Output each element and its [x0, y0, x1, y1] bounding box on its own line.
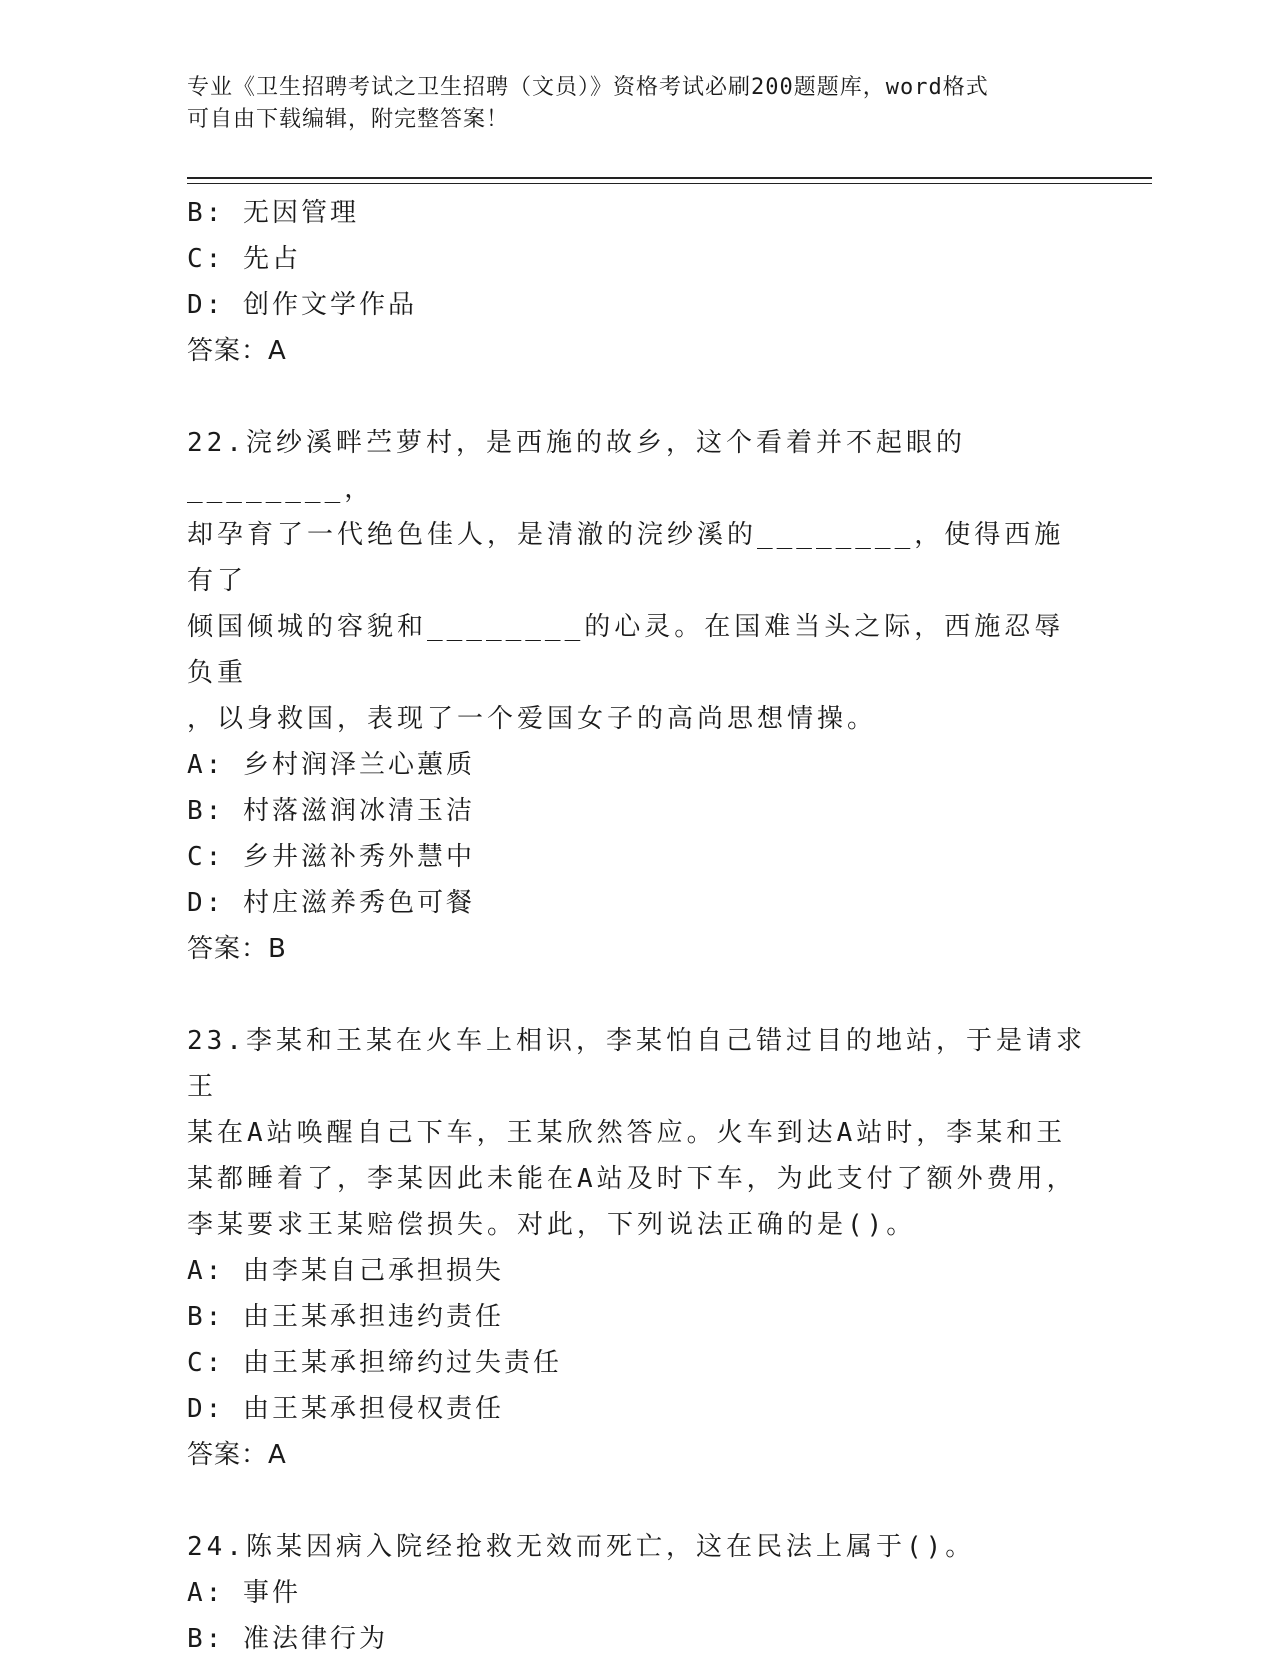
header-line-2: 可自由下载编辑，附完整答案！	[187, 107, 510, 132]
question-text-line: 某都睡着了，李某因此未能在A站及时下车，为此支付了额外费用，	[187, 1164, 1077, 1194]
question-text-line: 23.李某和王某在火车上相识，李某怕自己错过目的地站，于是请求王	[187, 1026, 1086, 1102]
question-text-line: 22.浣纱溪畔苎萝村，是西施的故乡，这个看着并不起眼的________，	[187, 428, 966, 504]
answer-line: 答案：B	[187, 934, 287, 964]
header-line-1: 专业《卫生招聘考试之卫生招聘（文员）》资格考试必刷200题题库，word格式	[187, 75, 989, 100]
option-c: C: 乡井滋补秀外慧中	[187, 842, 475, 872]
question-text-line: 24.陈某因病入院经抢救无效而死亡，这在民法上属于()。	[187, 1532, 976, 1562]
question-text-line: ，以身救国，表现了一个爱国女子的高尚思想情操。	[187, 704, 878, 734]
question-21-block	[187, 190, 1087, 374]
option-a: A: 乡村润泽兰心蕙质	[187, 750, 475, 780]
spacer	[187, 374, 1087, 420]
option-b: B: 村落滋润冰清玉洁	[187, 796, 475, 826]
question-text-line: 倾国倾城的容貌和________的心灵。在国难当头之际，西施忍辱负重	[187, 612, 1065, 688]
option-d: D: 由王某承担侵权责任	[187, 1394, 504, 1424]
question-23-block	[187, 1018, 1087, 1478]
document-header	[187, 72, 1087, 136]
header-divider-thin	[187, 183, 1152, 184]
option-d: D: 创作文学作品	[187, 290, 417, 320]
option-b: B: 无因管理	[187, 198, 359, 228]
option-c: C: 由王某承担缔约过失责任	[187, 1348, 562, 1378]
question-text-line: 李某要求王某赔偿损失。对此，下列说法正确的是()。	[187, 1210, 917, 1240]
answer-line: 答案：A	[187, 1440, 287, 1470]
question-24-block	[187, 1524, 1087, 1662]
option-c: C: 先占	[187, 244, 301, 274]
question-22-block	[187, 420, 1087, 972]
question-text-line: 某在A站唤醒自己下车，王某欣然答应。火车到达A站时，李某和王	[187, 1118, 1067, 1148]
header-divider-thick	[187, 177, 1152, 179]
option-b: B: 由王某承担违约责任	[187, 1302, 504, 1332]
question-text-line: 却孕育了一代绝色佳人，是清澈的浣纱溪的________，使得西施有了	[187, 520, 1065, 596]
option-d: D: 村庄滋养秀色可餐	[187, 888, 475, 918]
option-a: A: 事件	[187, 1578, 301, 1608]
option-b: B: 准法律行为	[187, 1624, 388, 1654]
document-body	[187, 190, 1087, 1662]
spacer	[187, 1478, 1087, 1524]
spacer	[187, 972, 1087, 1018]
option-a: A: 由李某自己承担损失	[187, 1256, 504, 1286]
answer-line: 答案：A	[187, 336, 287, 366]
